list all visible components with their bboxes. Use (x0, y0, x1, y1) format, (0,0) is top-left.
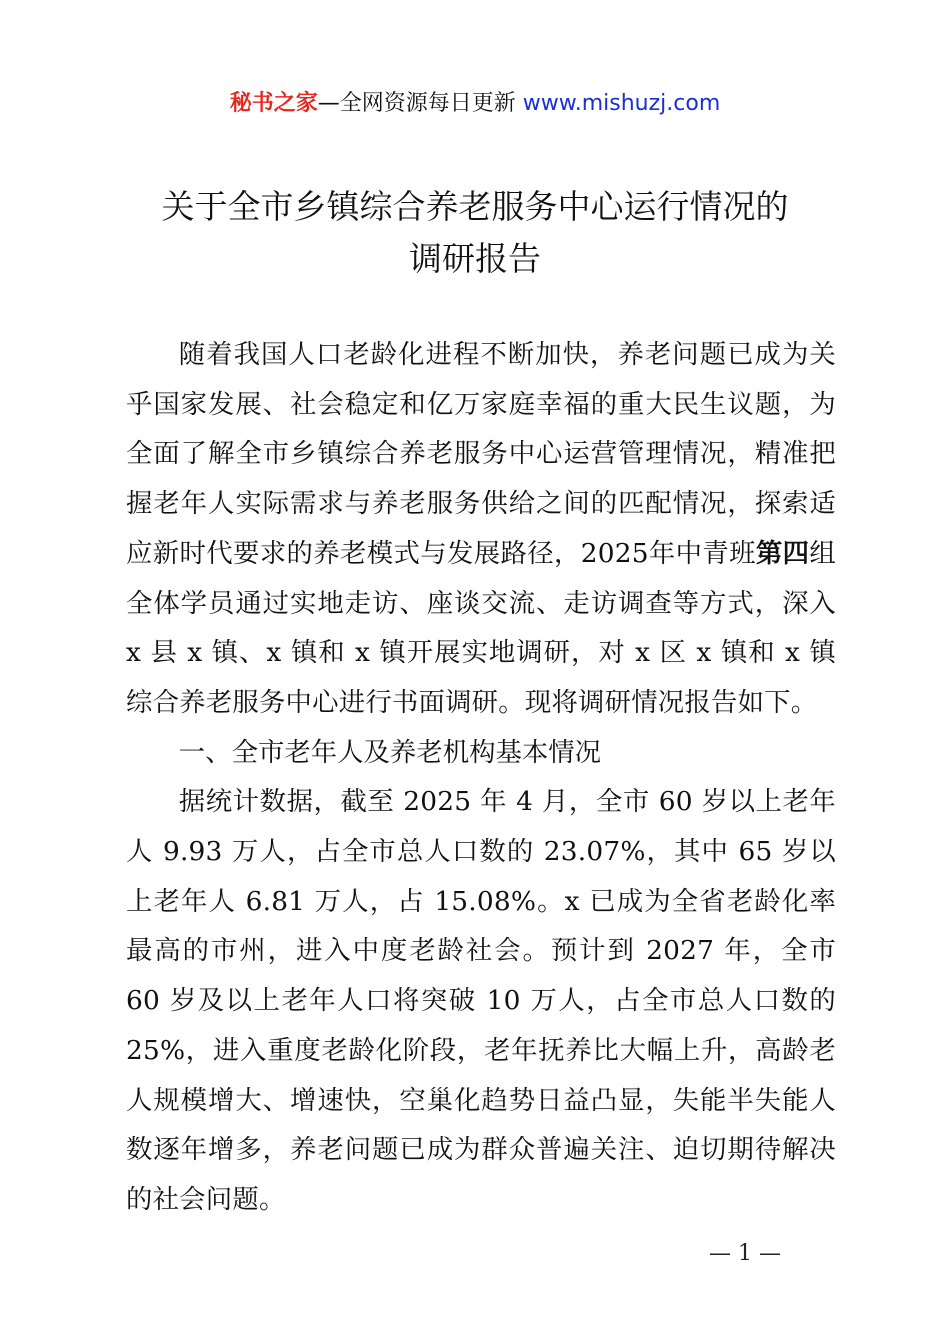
site-brand: 秘书之家 (229, 91, 318, 116)
site-tagline: —全网资源每日更新 (317, 91, 523, 116)
intro-text-start: 随着我国人口老龄化进程不断加快，养老问题已成为关乎国家发展、社会稳定和亿万家庭幸福的重大民生议题，为全面了解全市乡镇综合养老服务中心运营管理情况，精准把握老年人实际需求与养老服务供给之间的匹配情况，探索适应新时代要求的养老模式与发展路径，2025年中青班 (126, 339, 836, 569)
document-title-line-2: 调研报告 (409, 239, 541, 278)
document-body (126, 330, 836, 1225)
intro-bold-text: 第四 (755, 537, 810, 569)
intro-paragraph (126, 330, 836, 728)
page-number: — 1 — (709, 1241, 781, 1266)
site-url-link[interactable]: www.mishuzj.com (522, 91, 721, 116)
section-1-heading: 一、全市老年人及养老机构基本情况 (178, 736, 602, 768)
document-title-line-1: 关于全市乡镇综合养老服务中心运行情况的 (161, 187, 789, 226)
section-1-paragraph: 据统计数据，截至 2025 年 4 月，全市 60 岁以上老年人 9.93 万人，占全市总人口数的 23.07%，其中 65 岁以上老年人 6.81 万人，占 15.08%。x 已成为全省老龄化率最高的市州，进入中度老龄社会。预计到 2027 年，全市 60 岁及以上老年人口将突破 10 万人，占全市总人口数的 25%，进入重度老龄化阶段，老年抚养比大幅上升，高龄老人规模增大、增速快，空巢化趋势日益凸显，失能半失能人数逐年增多，养老问题已成为群众普遍关注、迫切期待解决的社会问题。 (126, 786, 836, 1215)
site-header (0, 86, 950, 122)
intro-text-end: 组全体学员通过实地走访、座谈交流、走访调查等方式，深入 x 县 x 镇、x 镇和 x 镇开展实地调研，对 x 区 x 镇和 x 镇综合养老服务中心进行书面调研。现将调研情况报告如下。 (126, 537, 836, 718)
